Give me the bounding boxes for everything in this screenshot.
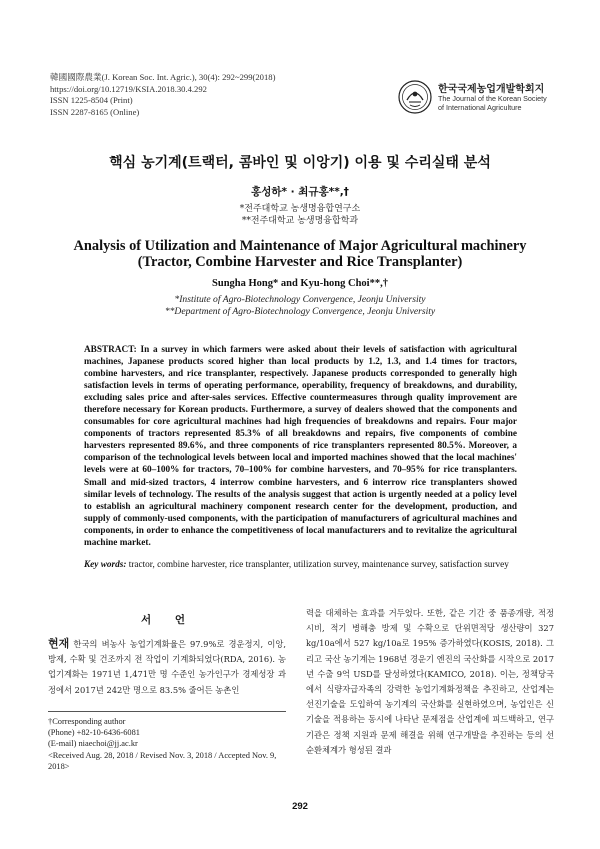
abstract-label: ABSTRACT: [84, 345, 137, 355]
english-affiliation-1: *Institute of Agro-Biotechnology Convergence, Jeonju University [174, 294, 426, 305]
english-authors: Sungha Hong* and Kyu-hong Choi**,† [212, 278, 388, 289]
footnote [48, 716, 298, 772]
society-name-en-line1: The Journal of the Korean Society [438, 94, 547, 103]
society-logo [398, 74, 558, 120]
intro-left-column [48, 636, 286, 698]
intro-left-text: 한국의 벼농사 농업기계화율은 97.9%로 경운정지, 이앙, 방제, 수확 및 건조까지 전 작업이 기계화되었다(RDA, 2016). 농업기계화는 1971년 1,471만 명 수준인 농가인구가 경제성장 과정에서 2017년 242만 명으로 83.5% 줄어든 농촌인 [48, 639, 286, 695]
doi-link[interactable]: https://doi.org/10.12719/KSIA.2018.30.4.292 [50, 83, 207, 94]
korean-title: 핵심 농기계(트랙터, 콤바인 및 이앙기) 이용 및 수리실태 분석 [109, 155, 491, 171]
received-dates: <Received Aug. 28, 2018 / Revised Nov. 3, 2018 / Accepted Nov. 9, 2018> [48, 750, 277, 771]
journal-citation: 韓國國際農業(J. Korean Soc. Int. Agric.), 30(4): 292~299(2018) [50, 72, 276, 82]
section-heading-introduction: 서 언 [141, 614, 195, 626]
society-seal-icon [398, 80, 432, 114]
abstract-text: In a survey in which farmers were asked about their levels of satisfaction with agricultural machines, Japanese products scored higher than local products by 1.2, 1.3, and 1.4 times for tractors, combine harvesters, and rice transplanter, respectively. Japanese products corresponded to generally high satisfaction levels in terms of operating performance, operability, frequency of breakdowns, and durability, excluding sales price and after-sales services. Effective countermeasures through quality improvement are therefore necessary for Korean products. Furthermore, a survey of dealers showed that the components and consumables for core agricultural machines had high frequencies of breakdowns and repairs. Four major components of tractors represented 85.3% of all breakdowns and repairs, five components of combine harvesters represented 89.6%, and three components of rice transplanters represented 80.5%. Moreover, a comparison of the technological levels between local and imported machines showed that the local machines' levels were at 60–100% for tractors, 70–100% for combine harvesters, and 70–95% for rice transplanters. Small and mid-sized tractors, 4 interrow combine harvesters, and 6 interrow rice transplanters showed similar levels of technology. The results of the analysis suggest that action is urgently needed at a policy level to establish an agricultural machinery component research center for the development, production, and supply of commonly-used components, with the participation of manufacturers of agricultural machines and components, in order to enhance the competitiveness of local manufacturers and to revitalize the agricultural machine market. [84, 345, 517, 548]
english-affiliation-2: **Department of Agro-Biotechnology Convergence, Jeonju University [164, 306, 436, 317]
korean-authors: 홍성하* · 최규홍**,† [251, 186, 349, 198]
english-title-line2: (Tractor, Combine Harvester and Rice Transplanter) [137, 254, 463, 270]
issn-print: ISSN 1225-8504 (Print) [50, 95, 133, 106]
author-phone: (Phone) +82-10-6436-6081 [48, 728, 140, 738]
abstract [84, 344, 517, 549]
society-name-en-line2: of International Agriculture [438, 103, 522, 112]
journal-header [50, 72, 275, 118]
footnote-divider [48, 711, 286, 712]
keywords [84, 559, 517, 571]
intro-right-column: 력을 대체하는 효과를 거두었다. 또한, 같은 기간 중 품종개량, 적정시비, 적기 병해충 방제 및 수확으로 단위면적당 생산량이 327 kg/10a에서 527 kg/10a로 195% 증가하였다(KOSIS, 2018). 그리고 국산 농기계는 1968년 경운기 엔진의 국산화를 시작으로 2017년 수출 9억 USD를 달성하였다(KAMICO, 2018). 이는, 정책당국에서 식량자급자족의 강력한 농업기계화정책을 추진하고, 산업계는 선진기술을 도입하여 농기계의 국산화를 실현하였으며, 농업인은 신기술을 적용하는 동시에 나타난 문제점을 산업계에 피드백하고, 연구기관은 정책 지원과 문제 해결을 위해 연구개발을 추진하는 등의 선순환체계가 형성된 결과 [306, 608, 554, 755]
page-number: 292 [292, 801, 308, 812]
keywords-label: Key words: [84, 560, 127, 570]
society-name-english [438, 94, 547, 112]
issn-online: ISSN 2287-8165 (Online) [50, 106, 140, 117]
author-email[interactable]: (E-mail) niaechoi@jj.ac.kr [48, 739, 138, 749]
keywords-text: tractor, combine harvester, rice transplanter, utilization survey, maintenance survey, satisfaction survey [126, 560, 509, 570]
english-title [0, 238, 600, 270]
corresponding-author: †Corresponding author [48, 717, 126, 726]
korean-affiliation-2: **전주대학교 농생명융합학과 [241, 216, 359, 226]
english-title-line1: Analysis of Utilization and Maintenance of Major Agricultural machinery [73, 238, 527, 254]
intro-lead-word: 현재 [48, 637, 70, 650]
korean-affiliation-1: *전주대학교 농생명융합연구소 [239, 204, 361, 214]
society-name-korean: 한국국제농업개발학회지 [438, 84, 545, 95]
